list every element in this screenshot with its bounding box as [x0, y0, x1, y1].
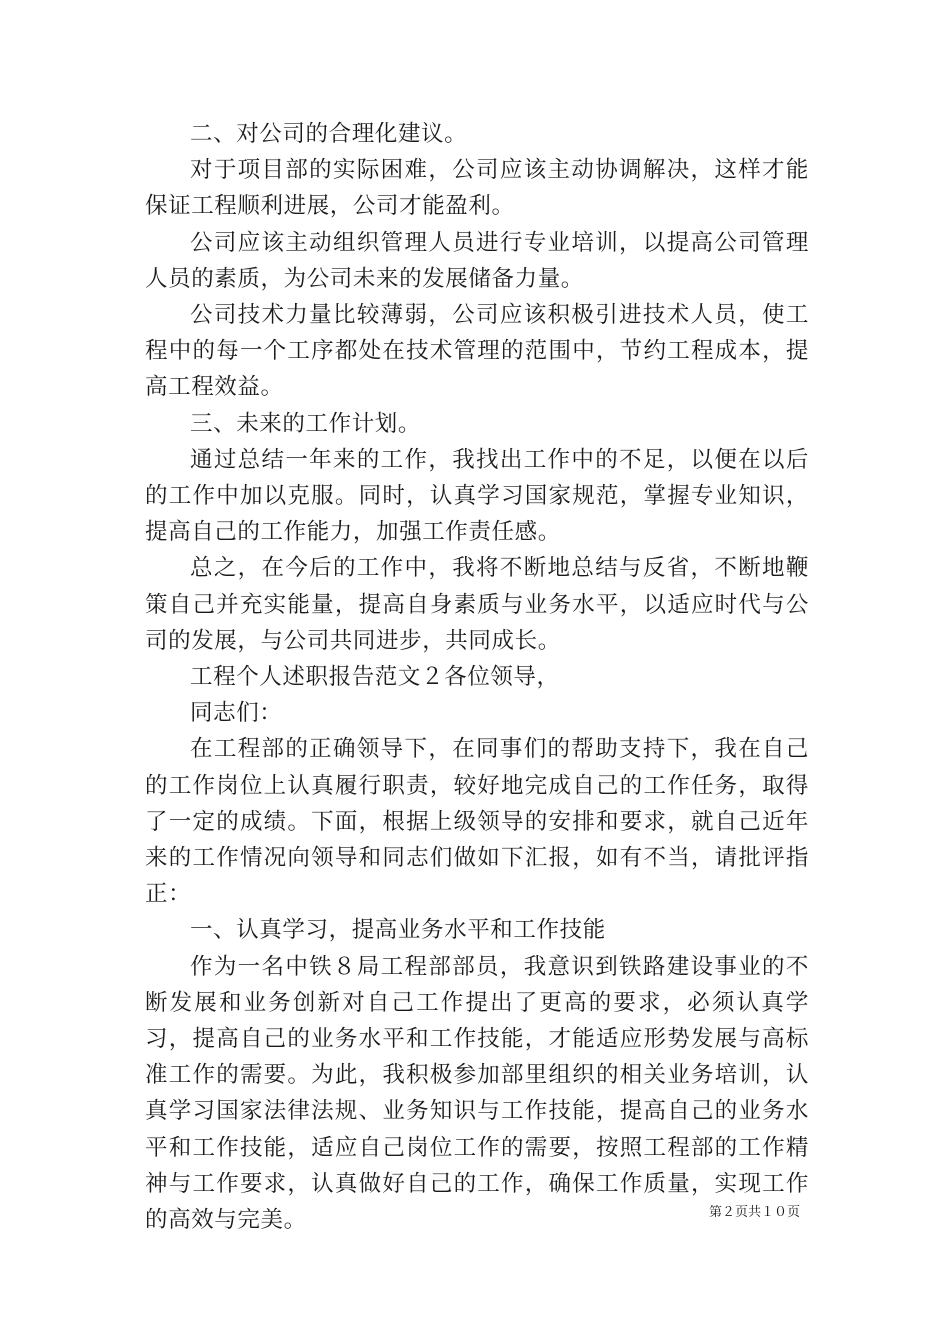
- section-heading-suggestions: 二、对公司的合理化建议。: [190, 121, 468, 147]
- paragraph: 公司应该主动组织管理人员进行专业培训，以提高公司管理人员的素质，为公司未来的发展储备力量。: [145, 229, 809, 292]
- report-title-line: 工程个人述职报告范文２各位领导，: [190, 664, 560, 691]
- paragraph: 作为一名中铁８局工程部部员，我意识到铁路建设事业的不断发展和业务创新对自己工作提出了更高的要求，必须认真学习，提高自己的业务水平和工作技能，才能适应形势发展与高标准工作的需要。为此，我积极参加部里组织的相关业务培训，认真学习国家法律法规、业务知识与工作技能，提高自己的业务水平和工作技能，适应自己岗位工作的需要，按照工程部的工作精神与工作要求，认真做好自己的工作，确保工作质量，实现工作的高效与完美。: [145, 953, 809, 1234]
- paragraph: 在工程部的正确领导下，在同事们的帮助支持下，我在自己的工作岗位上认真履行职责，较好地完成自己的工作任务，取得了一定的成绩。下面，根据上级领导的安排和要求，就自己近年来的工作情况向领导和同志们做如下汇报，如有不当，请批评指正：: [145, 736, 809, 908]
- paragraph: 通过总结一年来的工作，我找出工作中的不足，以便在以后的工作中加以克服。同时，认真学习国家规范，掌握专业知识，提高自己的工作能力，加强工作责任感。: [145, 446, 809, 546]
- salutation: 同志们：: [190, 700, 283, 727]
- section-heading-future-plan: 三、未来的工作计划。: [190, 410, 422, 437]
- page-number-footer: 第２页共１０页: [709, 1205, 801, 1220]
- document-body: [145, 116, 809, 1238]
- paragraph: 对于项目部的实际困难，公司应该主动协调解决，这样才能保证工程顺利进展，公司才能盈利。: [145, 157, 809, 220]
- paragraph: 公司技术力量比较薄弱，公司应该积极引进技术人员，使工程中的每一个工序都处在技术管理的范围中，节约工程成本，提高工程效益。: [145, 302, 809, 401]
- paragraph: 总之，在今后的工作中，我将不断地总结与反省，不断地鞭策自己并充实能量，提高自身素质与业务水平，以适应时代与公司的发展，与公司共同进步，共同成长。: [145, 555, 809, 654]
- section-heading-study: 一、认真学习，提高业务水平和工作技能: [190, 917, 606, 944]
